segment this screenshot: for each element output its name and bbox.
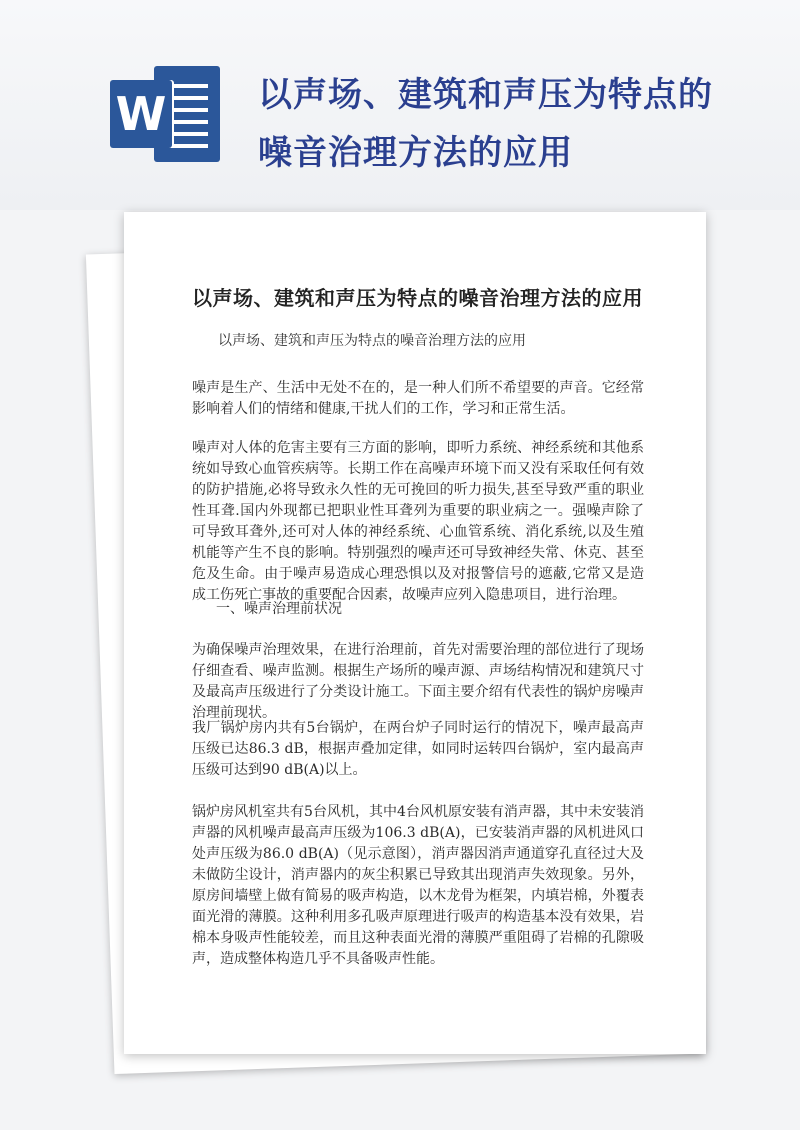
paragraph-4: 我厂锅炉房内共有5台锅炉，在两台炉子同时运行的情况下，噪声最高声压级已达86.3 dB，根据声叠加定律，如同时运转四台锅炉，室内最高声压级可达到90 dB(A)以上。 xyxy=(192,720,644,778)
paragraph-3: 为确保噪声治理效果，在进行治理前，首先对需要治理的部位进行了现场仔细查看、噪声监测。根据生产场所的噪声源、声场结构情况和建筑尺寸及最高声压级进行了分类设计施工。下面主要介绍有代表性的锅炉房噪声治理前现状。 xyxy=(192,642,644,721)
word-icon-line xyxy=(168,96,208,100)
word-icon-line xyxy=(168,108,208,112)
header-title: 以声场、建筑和声压为特点的噪音治理方法的应用 xyxy=(258,75,713,173)
word-icon-line xyxy=(168,144,208,148)
word-icon xyxy=(110,66,222,162)
paragraph-5: 锅炉房风机室共有5台风机，其中4台风机原安装有消声器，其中未安装消声器的风机噪声最高声压级为106.3 dB(A)，已安装消声器的风机进风口处声压级为86.0 dB(A)（见示意图），消声器因消声通道穿孔直径过大及未做防尘设计，消声器内的灰尘积累已导致其出现消声失效现象。另外，原房间墙壁上做有简易的吸声构造，以木龙骨为框架，内填岩棉，外覆表面光滑的薄膜。这种利用多孔吸声原理进行吸声的构造基本没有效果，岩棉本身吸声性能较差，而且这种表面光滑的薄膜严重阻碍了岩棉的孔隙吸声，造成整体构造几乎不具备吸声性能。 xyxy=(192,804,644,967)
word-icon-line xyxy=(168,132,208,136)
word-icon-badge: W xyxy=(110,80,172,148)
document-title: 以声场、建筑和声压为特点的噪音治理方法的应用 xyxy=(192,286,643,310)
word-icon-line xyxy=(168,120,208,124)
document-subtitle: 以声场、建筑和声压为特点的噪音治理方法的应用 xyxy=(218,333,526,349)
paragraph-2: 噪声对人体的危害主要有三方面的影响，即听力系统、神经系统和其他系统如导致心血管疾病等。长期工作在高噪声环境下而又没有采取任何有效的防护措施,必将导致永久性的无可挽回的听力损失,甚至导致严重的职业性耳聋.国内外现都已把职业性耳聋列为重要的职业病之一。强噪声除了可导致耳聋外,还可对人体的神经系统、心血管系统、消化系统,以及生殖机能等产生不良的影响。特别强烈的噪声还可导致神经失常、休克、甚至危及生命。由于噪声易造成心理恐惧以及对报警信号的遮蔽,它常又是造成工伤死亡事故的重要配合因素，故噪声应列入隐患项目，进行治理。 xyxy=(192,440,644,603)
paragraph-1: 噪声是生产、生活中无处不在的，是一种人们所不希望要的声音。它经常影响着人们的情绪和健康,干扰人们的工作，学习和正常生活。 xyxy=(192,380,644,417)
section-heading: 一、噪声治理前状况 xyxy=(216,601,342,617)
preview-header xyxy=(0,0,800,210)
word-icon-line xyxy=(168,84,208,88)
